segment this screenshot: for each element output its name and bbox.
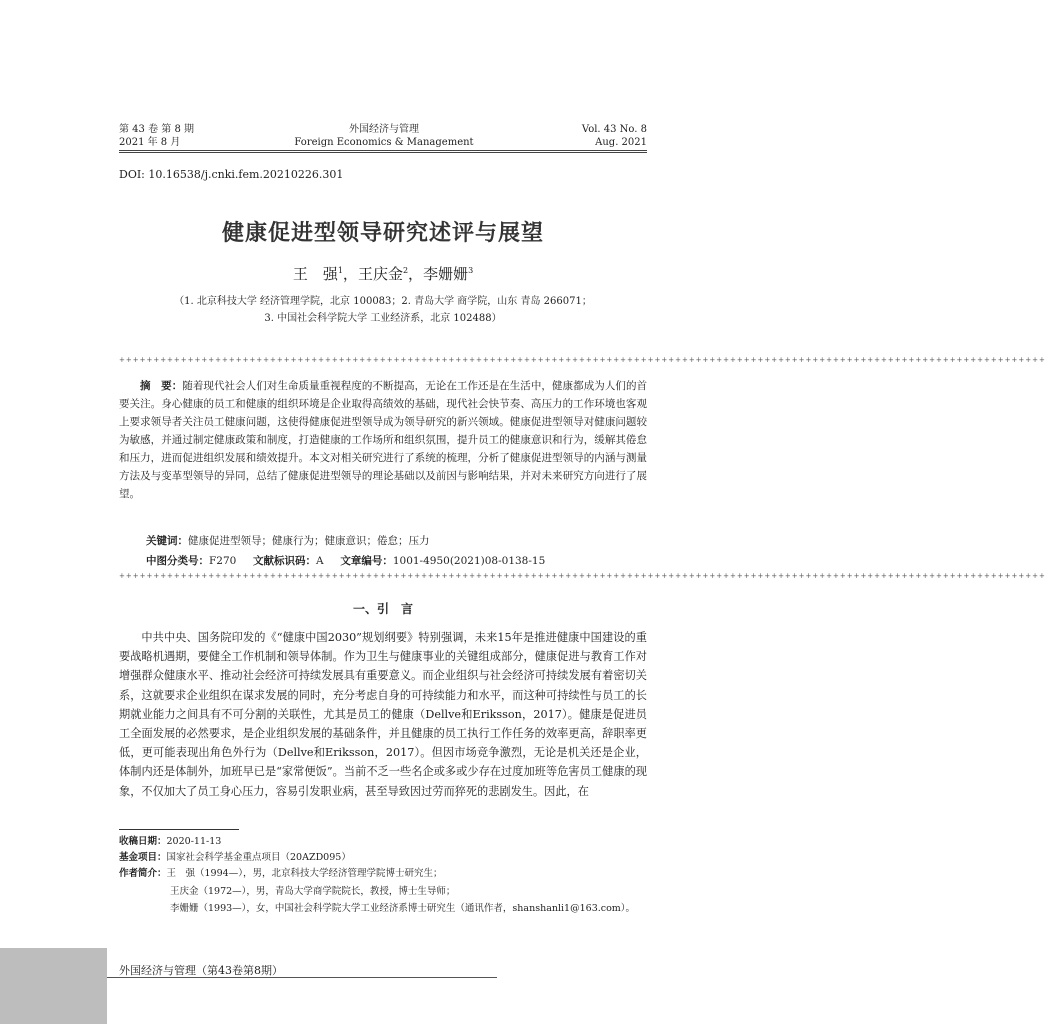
header-volume-cn: 第 43 卷 第 8 期 (119, 124, 194, 135)
clc-value: F270 (209, 555, 237, 567)
author-affil-mark: 2 (402, 266, 409, 275)
doi[interactable]: DOI: 10.16538/j.cnki.fem.20210226.301 (119, 168, 344, 181)
author-affil-mark: 3 (468, 266, 474, 275)
footnote-bio-3: 李姗姗（1993—），女，中国社会科学院大学工业经济系博士研究生（通讯作者，shanshanli1@163.com）。 (170, 903, 636, 914)
header-journal-cn: 外国经济与管理 (349, 124, 419, 135)
doc-code-label: 文献标识码： (253, 555, 317, 567)
footer-journal: 外国经济与管理（第43卷第8期） (119, 964, 283, 977)
affiliation-line-2: 3. 中国社会科学院大学 工业经济系，北京 102488） (264, 313, 502, 324)
doc-code-value: A (316, 555, 324, 567)
keywords (146, 533, 646, 548)
author-name: 李姗姗 (423, 265, 469, 283)
header-date-cn: 2021 年 8 月 (119, 137, 181, 148)
footnote-bio-2: 王庆金（1972—），男，青岛大学商学院院长，教授，博士生导师； (170, 886, 456, 897)
header-journal (280, 123, 488, 149)
footnote-received (119, 834, 659, 849)
header-issue-left (119, 123, 194, 149)
article-number-label: 文章编号： (340, 555, 393, 567)
keywords-label: 关键词： (146, 535, 188, 547)
footer-rule (107, 977, 497, 978)
article-number-value: 1001-4950(2021)08-0138-15 (392, 555, 546, 567)
body-paragraph: 中共中央、国务院印发的《“健康中国2030”规划纲要》特别强调，未来15年是推进健康中国建设的重要战略机遇期，要健全工作机制和领导体制。作为卫生与健康事业的关键组成部分，健康促进与教育工作对增强群众健康水平、推动社会经济可持续发展具有重要意义。而企业组织与社会经济可持续发展有着密切关系，这就要求企业组织在谋求发展的同时，充分考虑自身的可持续能力和水平，而这种可持续性与员工的长期就业能力之间具有不可分割的关联性，尤其是员工的健康（Dellve和Eriksson，2017）。健康是促进员工全面发展的必然要求，是企业组织发展的基础条件，并且健康的员工执行工作任务的效率更高，辞职率更低，更可能表现出角色外行为（Dellve和Eriksson，2017）。但因市场竞争激烈，无论是机关还是企业，体制内还是体制外，加班早已是“家常便饭”。当前不乏一些名企或多或少存在过度加班等危害员工健康的现象，不仅加大了员工身心压力，容易引发职业病，甚至导致因过劳而猝死的悲剧发生。因此，在 (119, 631, 647, 798)
author-list (119, 263, 647, 284)
header-issue-right (500, 123, 647, 149)
keywords-text: 健康促进型领导；健康行为；健康意识；倦怠；压力 (188, 535, 430, 547)
footer-gray-block (0, 948, 107, 1024)
abstract (119, 377, 647, 503)
author-affil-mark: 1 (337, 266, 343, 275)
abstract-text: 随着现代社会人们对生命质量重视程度的不断提高，无论在工作还是在生活中，健康都成为人们的首要关注。身心健康的员工和健康的组织环境是企业取得高绩效的基础，现代社会快节奏、高压力的工作环境也客观上要求领导者关注员工健康问题，这使得健康促进型领导成为领导研究的新兴领域。健康促进型领导对健康问题较为敏感，并通过制定健康政策和制度，打造健康的工作场所和组织氛围，提升员工的健康意识和行为，缓解其倦怠和压力，进而促进组织发展和绩效提升。本文对相关研究进行了系统的梳理，分析了健康促进型领导的内涵与测量方法及与变革型领导的异同，总结了健康促进型领导的理论基础以及前因与影响结果，并对未来研究方向进行了展望。 (119, 380, 648, 500)
bio-text: 王 强（1994—），男，北京科技大学经济管理学院博士研究生； (166, 868, 443, 879)
author-separator: ， (342, 265, 358, 283)
fund-value: 国家社会科学基金重点项目（20AZD095） (166, 852, 351, 863)
footnote-fund (119, 850, 659, 865)
abstract-separator-bottom: +++++++++++++++++++++++++++++++++++++++++++++++++++++++++++++++++++++++++++++++++++++++++++++++++++++++++++++++++++++++++++++++++++++++ (119, 572, 1046, 580)
abstract-label: 摘 要： (140, 380, 183, 392)
header-rule-top (119, 150, 647, 151)
header-volume-en: Vol. 43 No. 8 (581, 124, 647, 135)
header-date-en: Aug. 2021 (595, 137, 647, 148)
fund-label: 基金项目： (119, 852, 167, 863)
author-name: 王庆金 (357, 265, 403, 283)
author-name: 王 强 (292, 265, 338, 283)
author-separator: ， (408, 265, 424, 283)
header-journal-en: Foreign Economics & Management (294, 137, 474, 148)
received-label: 收稿日期： (119, 836, 167, 847)
received-value: 2020-11-13 (166, 836, 222, 847)
section-title: 一、引 言 (352, 602, 413, 616)
footnote-rule (119, 829, 239, 830)
article-title: 健康促进型领导研究述评与展望 (221, 221, 544, 246)
abstract-separator-top: +++++++++++++++++++++++++++++++++++++++++++++++++++++++++++++++++++++++++++++++++++++++++++++++++++++++++++++++++++++++++++++++++++++++ (119, 356, 1046, 364)
clc-label: 中图分类号： (146, 555, 209, 567)
header-rule-bottom (119, 152, 647, 153)
footnote-bio-1 (119, 866, 659, 881)
classification (146, 553, 646, 568)
bio-label: 作者简介： (119, 868, 167, 879)
affiliation-line-1: （1. 北京科技大学 经济管理学院，北京 100083；2. 青岛大学 商学院，山东 青岛 266071； (174, 296, 592, 307)
